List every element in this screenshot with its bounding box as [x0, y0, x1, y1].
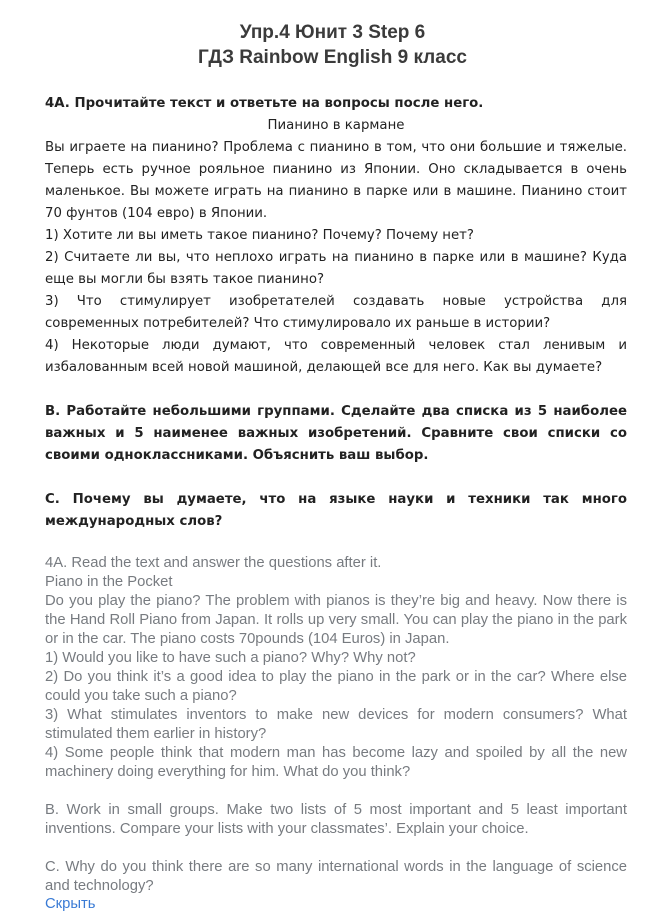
ru-task-a: 4A. Прочитайте текст и ответьте на вопросы после него.: [45, 96, 484, 111]
ru-question-3: 3) Что стимулирует изобретателей создавать новые устройства для современных потребителей? Что стимулировало их раньше в истории?: [45, 294, 627, 331]
ru-task-b: B. Работайте небольшими группами. Сделайте два списка из 5 наиболее важных и 5 наименее важных изобретений. Сравните свои списки со своими одноклассниками. Объяснить ваш выбор.: [45, 404, 627, 463]
ru-question-4: 4) Некоторые люди думают, что современный человек стал ленивым и избалованным всей новой машиной, делающей все для него. Как вы думаете?: [45, 338, 627, 375]
ru-text-title: Пианино в кармане: [267, 118, 405, 133]
en-question-3: 3) What stimulates inventors to make new devices for modern consumers? What stimulated them earlier in history?: [45, 707, 627, 742]
en-task-c: C. Why do you think there are so many international words in the language of science and technology?: [45, 859, 627, 894]
ru-text-body: Вы играете на пианино? Проблема с пианино в том, что они большие и тяжелые. Теперь есть ручное рояльное пианино из Японии. Оно складывается в очень маленькое. Вы можете играть на пианино в парке или в машине. Пианино стоит 70 фунтов (104 евро) в Японии.: [45, 140, 627, 221]
en-text-body: Do you play the piano? The problem with pianos is they’re big and heavy. Now there is the Hand Roll Piano from Japan. It rolls up very small. You can play the piano in the park or in the car. The piano costs 70pounds (104 Euros) in Japan.: [45, 593, 627, 647]
en-task-a: 4A. Read the text and answer the questions after it.: [45, 555, 382, 571]
en-text-title: Piano in the Pocket: [45, 574, 173, 590]
ru-question-2: 2) Считаете ли вы, что неплохо играть на пианино в парке или в машине? Куда еще вы могли бы взять такое пианино?: [45, 250, 627, 287]
ru-task-c: C. Почему вы думаете, что на языке науки и техники так много международных слов?: [45, 492, 627, 529]
ru-question-1: 1) Хотите ли вы иметь такое пианино? Почему? Почему нет?: [45, 228, 474, 243]
page-title: Упр.4 Юнит 3 Step 6: [239, 22, 426, 43]
page-subtitle: ГДЗ Rainbow English 9 класс: [198, 47, 467, 68]
en-question-1: 1) Would you like to have such a piano? Why? Why not?: [45, 650, 416, 666]
en-question-4: 4) Some people think that modern man has become lazy and spoiled by all the new machinery doing everything for him. What do you think?: [45, 745, 627, 780]
en-task-b: B. Work in small groups. Make two lists of 5 most important and 5 least important inventions. Compare your lists with your classmates’. Explain your choice.: [45, 802, 627, 837]
en-question-2: 2) Do you think it’s a good idea to play the piano in the park or in the car? Where else could you take such a piano?: [45, 669, 627, 704]
hide-link[interactable]: Скрыть: [45, 896, 96, 912]
